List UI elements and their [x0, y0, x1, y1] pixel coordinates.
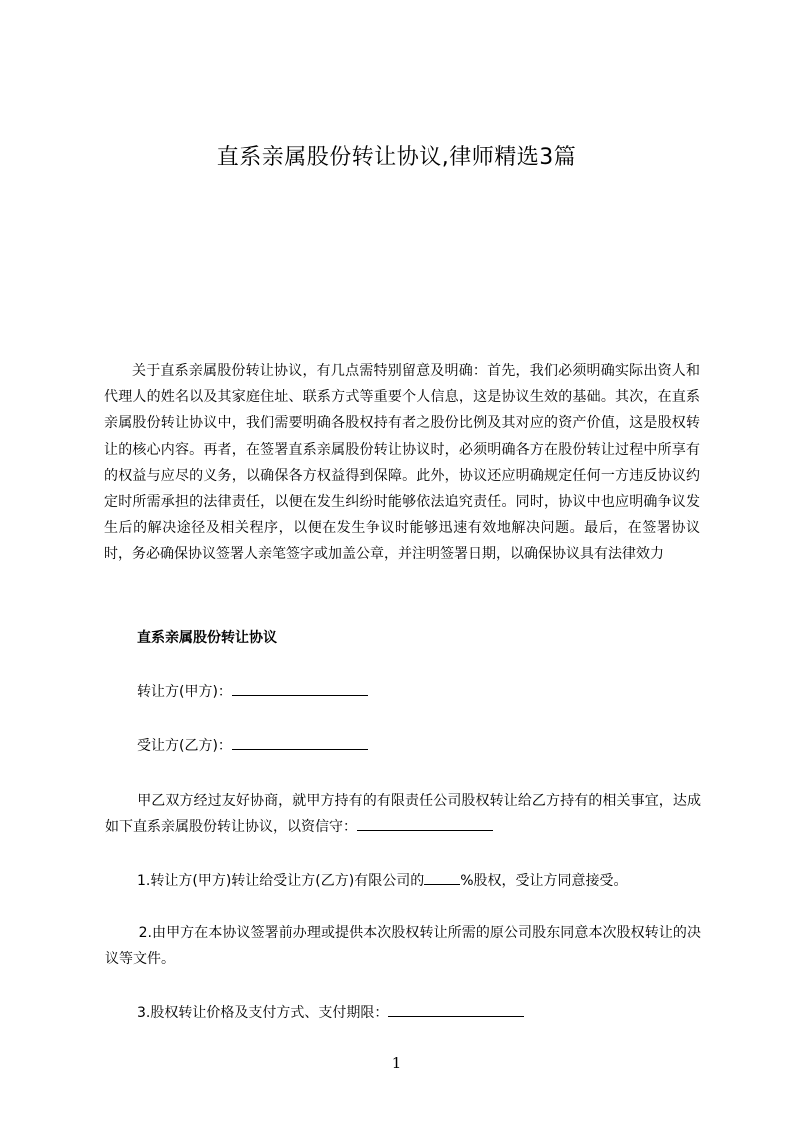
preamble-text: 甲乙双方经过友好协商，就甲方持有的有限责任公司股权转让给乙方持有的相关事宜，达成如下直系亲属股份转让协议，以资信守：: [105, 793, 701, 835]
intro-paragraph: [104, 358, 700, 568]
percentage-blank: [424, 870, 460, 885]
agreement-heading: 直系亲属股份转让协议: [137, 630, 277, 646]
party-a-line: [137, 679, 368, 705]
clause-3: [137, 1000, 524, 1026]
party-b-line: [137, 733, 368, 759]
clause-1: [137, 868, 628, 894]
payment-terms-blank: [388, 1002, 524, 1017]
party-a-label: 转让方(甲方)：: [137, 684, 232, 700]
party-b-label: 受让方(乙方)：: [137, 738, 232, 754]
clause-1-text-after: %股权，受让方同意接受。: [460, 873, 628, 889]
clause-2: 2.由甲方在本协议签署前办理或提供本次股权转让所需的原公司股东同意本次股权转让的决议等文件。: [105, 925, 701, 967]
clause-3-text: 3.股权转让价格及支付方式、支付期限：: [137, 1005, 389, 1021]
party-a-blank: [232, 681, 368, 696]
preamble-blank: [357, 816, 493, 831]
clause-1-text-before: 1.转让方(甲方)转让给受让方(乙方)有限公司的: [137, 873, 425, 889]
page-number: 1: [391, 1054, 402, 1072]
intro-text: 关于直系亲属股份转让协议，有几点需特别留意及明确：首先，我们必须明确实际出资人和代理人的姓名以及其家庭住址、联系方式等重要个人信息，这是协议生效的基础。其次，在直系亲属股份转让协议中，我们需要明确各股权持有者之股份比例及其对应的资产价值，这是股权转让的核心内容。再者，在签署直系亲属股份转让协议时，必须明确各方在股份转让过程中所享有的权益与应尽的义务，以确保各方权益得到保障。此外，协议还应明确规定任何一方违反协议约定时所需承担的法律责任，以便在发生纠纷时能够依法追究责任。同时，协议中也应明确争议发生后的解决途径及相关程序，以便在发生争议时能够迅速有效地解决问题。最后，在签署协议时，务必确保协议签署人亲笔签字或加盖公章，并注明签署日期，以确保协议具有法律效力: [104, 363, 700, 563]
document-title: 直系亲属股份转让协议,律师精选3篇: [216, 145, 577, 170]
party-b-blank: [232, 735, 368, 750]
preamble-paragraph: [105, 788, 701, 840]
